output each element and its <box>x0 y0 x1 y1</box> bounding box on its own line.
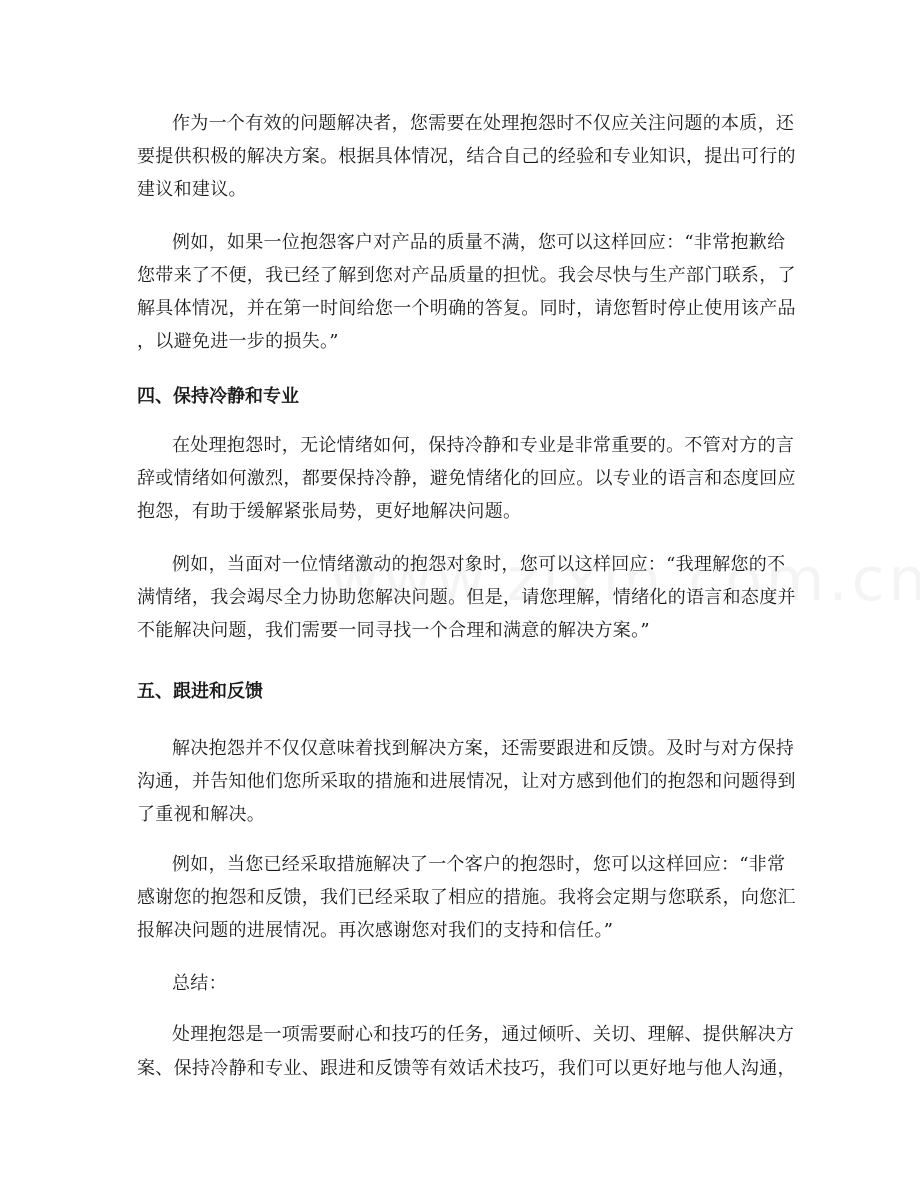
paragraph-line: 报解决问题的进展情况。再次感谢您对我们的支持和信任。” <box>137 920 614 941</box>
paragraph-line: 辞或情绪如何激烈，都要保持冷静，避免情绪化的回应。以专业的语言和态度回应 <box>137 468 796 489</box>
paragraph-line: 作为一个有效的问题解决者，您需要在处理抱怨时不仅应关注问题的本质，还 <box>172 113 795 134</box>
paragraph-line: 不能解决问题，我们需要一同寻找一个合理和满意的解决方案。” <box>137 620 650 641</box>
paragraph-line: 您带来了不便，我已经了解到您对产品质量的担忧。我会尽快与生产部门联系，了 <box>137 265 796 286</box>
paragraph-line: 处理抱怨是一项需要耐心和技巧的任务，通过倾听、关切、理解、提供解决方 <box>172 1024 795 1045</box>
paragraph-line: 感谢您的抱怨和反馈，我们已经采取了相应的措施。我将会定期与您联系，向您汇 <box>137 887 796 908</box>
paragraph-line: 例如，当您已经采取措施解决了一个客户的抱怨时，您可以这样回应：“非常 <box>172 854 786 875</box>
summary-label: 总结： <box>172 973 227 994</box>
section-heading: 五、跟进和反馈 <box>137 681 263 702</box>
paragraph-line: 沟通，并告知他们您所采取的措施和进展情况，让对方感到他们的抱怨和问题得到 <box>137 771 796 792</box>
paragraph-line: 例如，如果一位抱怨客户对产品的质量不满，您可以这样回应：“非常抱歉给 <box>172 232 786 253</box>
paragraph-line: 案、保持冷静和专业、跟进和反馈等有效话术技巧，我们可以更好地与他人沟通， <box>137 1058 796 1079</box>
paragraph-line: 抱怨，有助于缓解紧张局势，更好地解决问题。 <box>137 501 522 522</box>
paragraph-line: 满情绪，我会竭尽全力协助您解决问题。但是，请您理解，情绪化的语言和态度并 <box>137 587 796 608</box>
paragraph-line: 了重视和解决。 <box>137 804 266 825</box>
paragraph-line: ，以避免进一步的损失。” <box>137 331 339 352</box>
paragraph-line: 在处理抱怨时，无论情绪如何，保持冷静和专业是非常重要的。不管对方的言 <box>172 435 795 456</box>
paragraph-line: 解决抱怨并不仅仅意味着找到解决方案，还需要跟进和反馈。及时与对方保持 <box>172 738 795 759</box>
paragraph-line: 建议和建议。 <box>137 179 247 200</box>
section-heading: 四、保持冷静和专业 <box>137 386 299 407</box>
paragraph-line: 例如，当面对一位情绪激动的抱怨对象时，您可以这样回应：“我理解您的不 <box>172 554 786 575</box>
paragraph-line: 解具体情况，并在第一时间给您一个明确的答复。同时，请您暂时停止使用该产品 <box>137 298 796 319</box>
paragraph-line: 要提供积极的解决方案。根据具体情况，结合自己的经验和专业知识，提出可行的 <box>137 146 796 167</box>
